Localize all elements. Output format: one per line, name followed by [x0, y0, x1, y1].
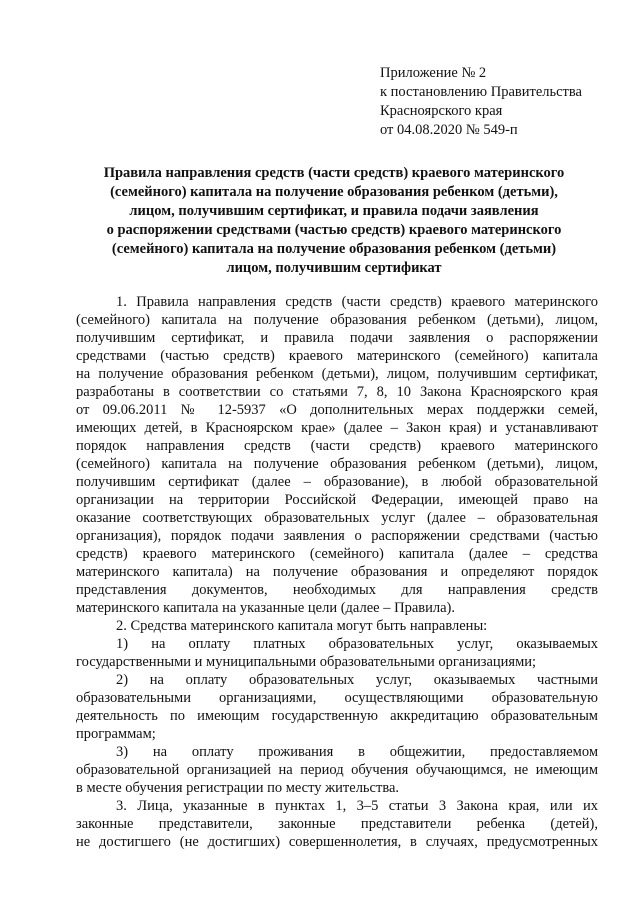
- body-line: 1. Правила направления средств (части средств) краевого материнского: [116, 294, 598, 310]
- body-line: порядок направления средств (части средств) краевого материнского: [76, 438, 598, 454]
- body-line: имеющих детей, в Красноярском крае» (далее – Закон края) и устанавливают: [76, 420, 598, 436]
- body-line: 2. Средства материнского капитала могут быть направлены:: [116, 618, 488, 634]
- title-line: (семейного) капитала на получение образования ребенком (детьми): [111, 241, 557, 257]
- appendix-line: к постановлению Правительства: [380, 84, 582, 100]
- appendix-line: от 04.08.2020 № 549-п: [380, 122, 518, 138]
- body-line: организации на территории Российской Федерации, имеющей право на: [76, 492, 598, 508]
- body-line: организация), порядок подачи заявления о распоряжении средствами (частью: [76, 528, 598, 544]
- body-line: не достигшего (не достигших) совершеннолетия, в случаях, предусмотренных: [76, 834, 598, 850]
- body-line: 3. Лица, указанные в пунктах 1, 3–5 статьи 3 Закона края, или их: [116, 798, 598, 814]
- appendix-line: Красноярского края: [380, 103, 503, 119]
- body-line: средств) краевого материнского (семейного) капитала (далее – средства: [76, 546, 598, 562]
- title-line: лицом, получившим сертификат, и правила подачи заявления: [129, 203, 539, 219]
- body-line: на получение образования ребенком (детьми), лицом, получившим сертификат,: [76, 366, 598, 382]
- body-line: средствами (частью средств) краевого материнского (семейного) капитала: [76, 348, 598, 364]
- title-line: (семейного) капитала на получение образования ребенком (детьми),: [110, 184, 558, 200]
- body-line: получившим сертификат, и правила подачи заявления о распоряжении: [76, 330, 598, 346]
- body-line: 2) на оплату образовательных услуг, оказываемых частными: [116, 672, 598, 688]
- body-line: (семейного) капитала на получение образования ребенком (детьми), лицом,: [76, 456, 598, 472]
- body-line: представления документов, необходимых для направления средств: [76, 582, 598, 598]
- appendix-line: Приложение № 2: [380, 65, 487, 81]
- body-line: образовательными организациями, осуществляющими образовательную: [76, 690, 598, 706]
- body-line: (семейного) капитала на получение образования ребенком (детьми), лицом,: [76, 312, 598, 328]
- document-title: [74, 164, 594, 278]
- body-line: деятельность по имеющим государственную аккредитацию образовательным: [76, 708, 598, 724]
- appendix-header: [380, 64, 582, 140]
- body-line: государственными и муниципальными образовательными организациями;: [76, 654, 537, 670]
- body-line: получившим сертификат (далее – образование), в любой образовательной: [76, 474, 598, 490]
- body-line: оказание соответствующих образовательных услуг (далее – образовательная: [76, 510, 598, 526]
- body-line: программам;: [76, 726, 156, 742]
- body-line: разработаны в соответствии со статьями 7, 8, 10 Закона Красноярского края: [76, 384, 598, 400]
- body-line: образовательной организацией на период обучения обучающимся, не имеющим: [76, 762, 598, 778]
- body-line: от 09.06.2011 № 12-5937 «О дополнительных мерах поддержки семей,: [76, 402, 598, 418]
- title-line: лицом, получившим сертификат: [226, 260, 442, 276]
- title-line: о распоряжении средствами (частью средств) краевого материнского: [106, 222, 562, 238]
- body-line: законные представители, законные представители ребенка (детей),: [76, 816, 598, 832]
- title-line: Правила направления средств (части средств) краевого материнского: [103, 165, 565, 181]
- body-line: 3) на оплату проживания в общежитии, предоставляемом: [116, 744, 598, 760]
- body-line: 1) на оплату платных образовательных услуг, оказываемых: [116, 636, 598, 652]
- body-line: в месте обучения регистрации по месту жительства.: [76, 780, 400, 796]
- body-line: материнского капитала на указанные цели (далее – Правила).: [76, 600, 455, 616]
- document-body: [76, 293, 598, 851]
- body-line: материнского капитала) на получение образования и определяют порядок: [76, 564, 598, 580]
